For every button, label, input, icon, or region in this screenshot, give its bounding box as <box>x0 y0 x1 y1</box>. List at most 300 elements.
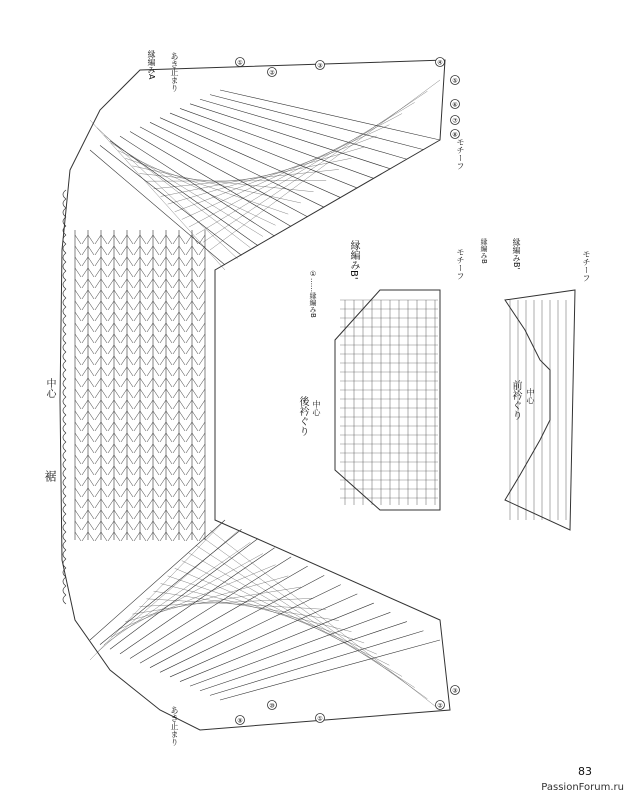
stitch-line <box>179 422 185 431</box>
stitch-line <box>166 411 172 420</box>
stitch-line <box>147 510 153 519</box>
stitch-line <box>173 411 179 420</box>
stitch-line <box>203 538 427 699</box>
edge-a-label: 縁編みA <box>147 50 156 80</box>
stitch-line <box>192 532 198 541</box>
stitch-line <box>75 400 81 409</box>
stitch-line <box>179 323 185 332</box>
stitch-line <box>114 268 120 277</box>
stitch-line <box>134 290 140 299</box>
stitch-line <box>199 488 205 497</box>
row-number-text: ③ <box>452 687 458 695</box>
stitch-line <box>95 356 101 365</box>
stitch-line <box>121 521 127 530</box>
row-number-text: ④ <box>437 59 443 67</box>
stitch-line <box>114 367 120 376</box>
stitch-line <box>173 444 179 453</box>
stitch-line <box>179 268 185 277</box>
stitch-line <box>179 444 185 453</box>
stitch-line <box>75 367 81 376</box>
stitch-line <box>100 145 242 255</box>
stitch-line <box>114 345 120 354</box>
stitch-line <box>75 345 81 354</box>
scallop <box>63 289 66 298</box>
scallop <box>63 505 66 514</box>
stitch-line <box>199 257 205 266</box>
stitch-line <box>166 356 172 365</box>
stitch-line <box>121 257 127 266</box>
yoke-stitch-grid <box>75 80 440 710</box>
stitch-line <box>166 466 172 475</box>
stitch-line <box>75 323 81 332</box>
scallop <box>63 280 66 289</box>
stitch-line <box>160 118 341 198</box>
stitch-line <box>134 378 140 387</box>
stitch-line <box>95 301 101 310</box>
stitch-line <box>199 532 205 541</box>
stitch-line <box>88 290 94 299</box>
stitch-line <box>127 257 133 266</box>
stitch-line <box>153 246 159 255</box>
stitch-line <box>210 95 423 150</box>
stitch-line <box>173 356 179 365</box>
stitch-line <box>173 246 179 255</box>
stitch-line <box>121 356 127 365</box>
scallop <box>63 334 66 343</box>
stitch-line <box>160 290 166 299</box>
stitch-line <box>121 400 127 409</box>
stitch-line <box>134 433 140 442</box>
stitch-line <box>199 367 205 376</box>
stitch-line <box>101 433 107 442</box>
stitch-line <box>173 499 179 508</box>
hem-label: 裾 <box>43 470 57 482</box>
stitch-line <box>199 400 205 409</box>
stitch-line <box>95 444 101 453</box>
stitch-line <box>75 499 81 508</box>
stitch-line <box>140 290 146 299</box>
stitch-line <box>160 356 166 365</box>
stitch-line <box>179 356 185 365</box>
stitch-line <box>88 499 94 508</box>
scallop <box>63 595 66 604</box>
stitch-line <box>166 334 172 343</box>
stitch-line <box>127 301 133 310</box>
stitch-line <box>199 235 205 244</box>
stitch-line <box>199 268 205 277</box>
stitch-line <box>95 367 101 376</box>
stitch-line <box>121 378 127 387</box>
stitch-line <box>186 367 192 376</box>
stitch-line <box>90 120 225 270</box>
scallop <box>63 298 66 307</box>
stitch-line <box>100 529 242 644</box>
stitch-line <box>199 510 205 519</box>
stitch-line <box>153 334 159 343</box>
stitch-line <box>82 422 88 431</box>
scallop <box>63 271 66 280</box>
stitch-line <box>121 367 127 376</box>
stitch-line <box>75 455 81 464</box>
stitch-line <box>130 557 291 659</box>
stitch-line <box>160 312 166 321</box>
stitch-line <box>88 367 94 376</box>
scallop <box>63 388 66 397</box>
stitch-line <box>101 246 107 255</box>
stitch-line <box>147 323 153 332</box>
stitch-line <box>114 312 120 321</box>
stitch-line <box>121 532 127 541</box>
stitch-line <box>140 268 146 277</box>
stitch-line <box>192 510 198 519</box>
stitch-line <box>173 400 179 409</box>
stitch-line <box>160 411 166 420</box>
stitch-line <box>140 334 146 343</box>
stitch-line <box>160 510 166 519</box>
front-motif-label: モチーフ <box>582 250 591 282</box>
stitch-line <box>147 268 153 277</box>
stitch-line <box>179 433 185 442</box>
row-number-text: ② <box>269 69 275 77</box>
stitch-line <box>140 389 146 398</box>
stitch-line <box>101 301 107 310</box>
stitch-line <box>186 334 192 343</box>
stitch-line <box>114 488 120 497</box>
stitch-line <box>179 378 185 387</box>
stitch-line <box>199 499 205 508</box>
stitch-line <box>134 488 140 497</box>
stitch-line <box>127 378 133 387</box>
front-neckline-title: 前衿ぐり <box>510 380 521 420</box>
stitch-line <box>134 323 140 332</box>
stitch-line <box>153 301 159 310</box>
center-label: 中心 <box>44 378 55 398</box>
stitch-line <box>134 400 140 409</box>
stitch-line <box>121 235 127 244</box>
stitch-line <box>108 345 114 354</box>
back-edge-b-label: 縁編みB' <box>348 240 359 280</box>
stitch-line <box>166 268 172 277</box>
stitch-line <box>146 599 326 610</box>
stitch-line <box>95 521 101 530</box>
stitch-line <box>160 585 341 673</box>
stitch-line <box>95 235 101 244</box>
stitch-line <box>179 532 185 541</box>
stitch-line <box>114 235 120 244</box>
stitch-line <box>75 334 81 343</box>
stitch-line <box>199 477 205 486</box>
stitch-line <box>108 422 114 431</box>
scallop <box>63 406 66 415</box>
stitch-line <box>139 598 313 606</box>
stitch-line <box>75 488 81 497</box>
scallop <box>63 433 66 442</box>
stitch-line <box>82 312 88 321</box>
stitch-line <box>101 312 107 321</box>
stitch-line <box>153 378 159 387</box>
stitch-line <box>121 411 127 420</box>
stitch-line <box>140 422 146 431</box>
scallop <box>63 451 66 460</box>
stitch-line <box>95 279 101 288</box>
stitch-line <box>134 334 140 343</box>
stitch-line <box>166 389 172 398</box>
stitch-line <box>166 422 172 431</box>
stitch-line <box>147 290 153 299</box>
stitch-line <box>196 102 415 234</box>
stitch-line <box>170 113 357 188</box>
stitch-line <box>95 455 101 464</box>
stitch-line <box>160 389 166 398</box>
stitch-line <box>134 279 140 288</box>
stitch-line <box>160 367 166 376</box>
front-neckline-center: 中心 <box>526 388 535 404</box>
stitch-line <box>153 268 159 277</box>
stitch-line <box>153 510 159 519</box>
stitch-line <box>140 444 146 453</box>
stitch-line <box>101 411 107 420</box>
stitch-line <box>199 312 205 321</box>
stitch-line <box>192 268 198 277</box>
stitch-line <box>200 99 407 159</box>
stitch-line <box>101 268 107 277</box>
stitch-line <box>150 575 324 667</box>
stitch-line <box>127 290 133 299</box>
stitch-line <box>140 433 146 442</box>
stitch-line <box>121 301 127 310</box>
stitch-line <box>101 466 107 475</box>
stitch-line <box>101 477 107 486</box>
stitch-line <box>82 257 88 266</box>
stitch-line <box>114 477 120 486</box>
stitch-line <box>199 378 205 387</box>
stitch-line <box>210 530 440 710</box>
stitch-line <box>186 477 192 486</box>
stitch-line <box>166 246 172 255</box>
stitch-line <box>199 422 205 431</box>
stitch-line <box>121 312 127 321</box>
stitch-line <box>82 235 88 244</box>
stitch-line <box>153 433 159 442</box>
stitch-line <box>101 521 107 530</box>
stitch-line <box>192 378 198 387</box>
stitch-line <box>153 323 159 332</box>
stitch-line <box>95 389 101 398</box>
stitch-line <box>108 499 114 508</box>
stitch-line <box>192 433 198 442</box>
stitch-line <box>186 532 192 541</box>
stitch-line <box>75 411 81 420</box>
stitch-line <box>147 521 153 530</box>
scallop <box>63 199 66 208</box>
stitch-line <box>166 279 172 288</box>
stitch-line <box>199 389 205 398</box>
stitch-line <box>173 488 179 497</box>
stitch-line <box>199 323 205 332</box>
stitch-line <box>101 290 107 299</box>
stitch-line <box>101 279 107 288</box>
stitch-line <box>121 444 127 453</box>
stitch-line <box>134 510 140 519</box>
back-motif-label: モチーフ <box>456 248 465 280</box>
stitch-line <box>127 400 133 409</box>
stitch-line <box>147 455 153 464</box>
stitch-line <box>186 301 192 310</box>
stitch-line <box>192 455 198 464</box>
stitch-line <box>121 334 127 343</box>
stitch-line <box>199 279 205 288</box>
scallop <box>63 469 66 478</box>
stitch-line <box>173 532 179 541</box>
stitch-line <box>140 400 146 409</box>
stitch-line <box>104 542 250 644</box>
stitch-line <box>199 411 205 420</box>
stitch-line <box>75 389 81 398</box>
stitch-line <box>140 345 146 354</box>
stitch-line <box>134 499 140 508</box>
stitch-line <box>108 356 114 365</box>
scallop <box>63 586 66 595</box>
stitch-line <box>108 235 114 244</box>
stitch-line <box>166 433 172 442</box>
stitch-line <box>173 422 179 431</box>
stitch-line <box>153 356 159 365</box>
scallop <box>63 478 66 487</box>
stitch-line <box>173 345 179 354</box>
stitch-line <box>140 367 146 376</box>
stitch-line <box>75 521 81 530</box>
stitch-line <box>134 455 140 464</box>
stitch-line <box>108 257 114 266</box>
stitch-line <box>114 323 120 332</box>
stitch-line <box>173 510 179 519</box>
stitch-line <box>82 334 88 343</box>
stitch-line <box>199 455 205 464</box>
stitch-line <box>160 323 166 332</box>
stitch-line <box>166 499 172 508</box>
stitch-line <box>101 389 107 398</box>
stitch-line <box>182 561 390 666</box>
finish-bottom-label: あき止まり <box>170 706 179 746</box>
stitch-line <box>147 389 153 398</box>
stitch-line <box>153 257 159 266</box>
stitch-line <box>101 367 107 376</box>
stitch-line <box>82 488 88 497</box>
stitch-line <box>108 290 114 299</box>
stitch-line <box>127 521 133 530</box>
stitch-line <box>192 367 198 376</box>
stitch-line <box>168 576 364 643</box>
stitch-line <box>108 279 114 288</box>
stitch-line <box>88 246 94 255</box>
stitch-line <box>199 334 205 343</box>
stitch-line <box>186 499 192 508</box>
stitch-line <box>134 521 140 530</box>
stitch-line <box>114 444 120 453</box>
stitch-line <box>101 400 107 409</box>
stitch-line <box>134 257 140 266</box>
stitch-line <box>160 279 166 288</box>
scallop <box>63 370 66 379</box>
stitch-line <box>101 356 107 365</box>
stitch-line <box>147 477 153 486</box>
stitch-line <box>75 477 81 486</box>
stitch-line <box>101 488 107 497</box>
stitch-line <box>108 323 114 332</box>
stitch-line <box>108 389 114 398</box>
stitch-line <box>220 90 440 140</box>
stitch-line <box>75 378 81 387</box>
stitch-line <box>179 521 185 530</box>
stitch-line <box>108 312 114 321</box>
stitch-line <box>95 433 101 442</box>
stitch-line <box>189 553 402 677</box>
stitch-line <box>108 532 114 541</box>
stitch-line <box>127 510 133 519</box>
stitch-line <box>153 290 159 299</box>
stitch-line <box>95 477 101 486</box>
stitch-line <box>160 345 166 354</box>
stitch-line <box>95 345 101 354</box>
stitch-line <box>134 235 140 244</box>
stitch-line <box>88 334 94 343</box>
stitch-line <box>186 411 192 420</box>
stitch-line <box>210 631 423 696</box>
stitch-line <box>173 477 179 486</box>
stitch-line <box>127 455 133 464</box>
scallop <box>63 244 66 253</box>
stitch-line <box>108 477 114 486</box>
stitch-line <box>82 356 88 365</box>
scallop <box>63 352 66 361</box>
stitch-line <box>134 389 140 398</box>
stitch-line <box>101 499 107 508</box>
stitch-line <box>161 158 352 196</box>
stitch-line <box>160 499 166 508</box>
stitch-line <box>82 389 88 398</box>
scallop <box>63 397 66 406</box>
stitch-line <box>179 400 185 409</box>
stitch-line <box>114 356 120 365</box>
stitch-line <box>179 477 185 486</box>
stitch-line <box>153 400 159 409</box>
stitch-line <box>160 235 166 244</box>
stitch-line <box>166 312 172 321</box>
stitch-line <box>82 246 88 255</box>
stitch-line <box>154 169 339 188</box>
stitch-line <box>88 433 94 442</box>
scallop <box>63 532 66 541</box>
stitch-line <box>153 312 159 321</box>
stitch-line <box>153 444 159 453</box>
scallop <box>63 541 66 550</box>
stitch-line <box>166 455 172 464</box>
stitch-line <box>153 466 159 475</box>
stitch-line <box>166 378 172 387</box>
stitch-line <box>121 433 127 442</box>
stitch-line <box>101 532 107 541</box>
stitch-line <box>88 411 94 420</box>
stitch-line <box>186 510 192 519</box>
stitch-line <box>192 411 198 420</box>
stitch-line <box>114 257 120 266</box>
stitch-line <box>121 510 127 519</box>
stitch-line <box>88 477 94 486</box>
stitch-line <box>121 268 127 277</box>
scallop <box>63 496 66 505</box>
scallop <box>63 253 66 262</box>
stitch-line <box>95 257 101 266</box>
